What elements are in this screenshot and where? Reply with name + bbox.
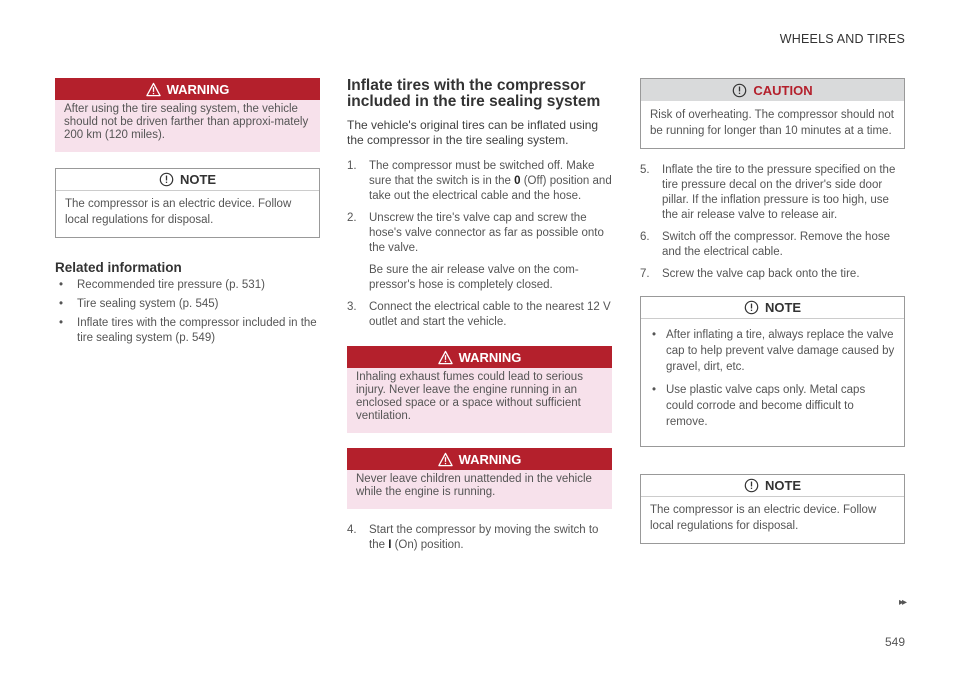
step-1 [347, 159, 612, 204]
steps-list-2 [347, 523, 612, 553]
exclamation-circle-icon [732, 83, 747, 98]
note-header [641, 475, 904, 497]
step-2 [347, 211, 612, 293]
step-6 [640, 230, 905, 260]
switch-off-symbol: 0 [514, 175, 521, 187]
caution-box [640, 78, 905, 149]
warning-header [55, 78, 320, 100]
related-link-inflate-tires[interactable]: • Inflate tires with the compressor included in the tire sealing system (p. 549) [55, 316, 320, 346]
left-column [55, 78, 320, 350]
section-header: WHEELS AND TIRES [779, 32, 905, 46]
info-circle-icon [744, 300, 759, 315]
steps-list-3 [640, 163, 905, 282]
step-5 [640, 163, 905, 223]
related-link-tire-sealing-system[interactable]: • Tire sealing system (p. 545) [55, 297, 320, 312]
step-number: 3. [347, 301, 357, 313]
note-text: The compressor is an electric device. Follow local regulations for disposal. [65, 198, 292, 226]
caution-header [641, 79, 904, 101]
caution-text: Risk of overheating. The compressor should not be running for longer than 10 minutes at a time. [650, 109, 894, 137]
warning-label: WARNING [166, 81, 230, 97]
note-box-disposal [640, 474, 905, 544]
step-text: Screw the valve cap back onto the tire. [662, 268, 860, 280]
warning-label: WARNING [458, 451, 522, 467]
warning-triangle-icon [146, 82, 161, 97]
step-text-pre: Start the compressor by moving the switch to the [369, 524, 599, 551]
note-text: The compressor is an electric device. Follow local regulations for disposal. [650, 504, 877, 532]
step-text-post: (Off) position and take out the electrical cable and the hose. [369, 175, 612, 202]
info-circle-icon [159, 172, 174, 187]
step-text: Unscrew the tire's valve cap and screw the hose's valve connector as far as possible onto the valve. [369, 212, 604, 254]
warning-box-children [347, 448, 612, 509]
note-list-item: • Use plastic valve caps only. Metal caps could corrode and become difficult to remove. [650, 382, 895, 430]
warning-triangle-icon [438, 452, 453, 467]
related-information-heading: Related information [55, 260, 182, 275]
note-body [641, 319, 904, 446]
note-box-valve-cap [640, 296, 905, 447]
next-page-arrows[interactable]: ▸▸ [898, 597, 905, 608]
warning-box [55, 78, 320, 152]
warning-text: After using the tire sealing system, the vehicle should not be driven farther than approxi-mately 200 km (120 miles). [64, 103, 309, 141]
note-list-item: • After inflating a tire, always replace the valve cap to help prevent valve damage caused by gravel, dirt, etc. [650, 327, 895, 375]
info-circle-icon [744, 478, 759, 493]
step-number: 1. [347, 160, 357, 172]
note-label: NOTE [179, 172, 217, 187]
step-7 [640, 267, 905, 282]
warning-header [347, 346, 612, 368]
step-text-post: (On) position. [391, 539, 464, 551]
step-text: Connect the electrical cable to the nearest 12 V outlet and start the vehicle. [369, 301, 611, 328]
caution-label: CAUTION [753, 82, 813, 98]
steps-list-1 [347, 159, 612, 330]
warning-header [347, 448, 612, 470]
page-title: Inflate tires with the compressor included in the tire sealing system [347, 77, 601, 110]
note-header [56, 169, 319, 191]
related-link-tire-pressure[interactable]: • Recommended tire pressure (p. 531) [55, 278, 320, 293]
warning-label: WARNING [458, 349, 522, 365]
note-header [641, 297, 904, 319]
middle-column [347, 78, 612, 560]
note-list [650, 327, 895, 430]
step-number: 5. [640, 164, 650, 176]
step-3 [347, 300, 612, 330]
page-number: 549 [884, 635, 905, 649]
switch-on-symbol: I [388, 539, 392, 551]
step-text: Switch off the compressor. Remove the hose and the electrical cable. [662, 231, 890, 258]
step-number: 7. [640, 268, 650, 280]
step-4 [347, 523, 612, 553]
note-box [55, 168, 320, 238]
warning-box-exhaust [347, 346, 612, 433]
step-sub-text: Be sure the air release valve on the com-pressor's hose is completely closed. [369, 264, 579, 291]
step-number: 4. [347, 524, 357, 536]
note-label: NOTE [764, 300, 802, 315]
note-label: NOTE [764, 478, 802, 493]
step-number: 6. [640, 231, 650, 243]
related-links-list [55, 278, 320, 346]
warning-text: Never leave children unattended in the vehicle while the engine is running. [356, 473, 592, 498]
warning-text: Inhaling exhaust fumes could lead to serious injury. Never leave the engine running in an enclosed space or a space without sufficient ventilation. [356, 371, 583, 422]
step-text-pre: The compressor must be switched off. Make sure that the switch is in the [369, 160, 595, 187]
step-text: Inflate the tire to the pressure specified on the tire pressure decal on the driver's side door pillar. If the inflation pressure is too high, use the air release valve to release air. [662, 164, 896, 221]
right-column [640, 78, 905, 544]
step-number: 2. [347, 212, 357, 224]
warning-triangle-icon [438, 350, 453, 365]
intro-text: The vehicle's original tires can be inflated using the compressor in the tire sealing system. [347, 118, 599, 147]
